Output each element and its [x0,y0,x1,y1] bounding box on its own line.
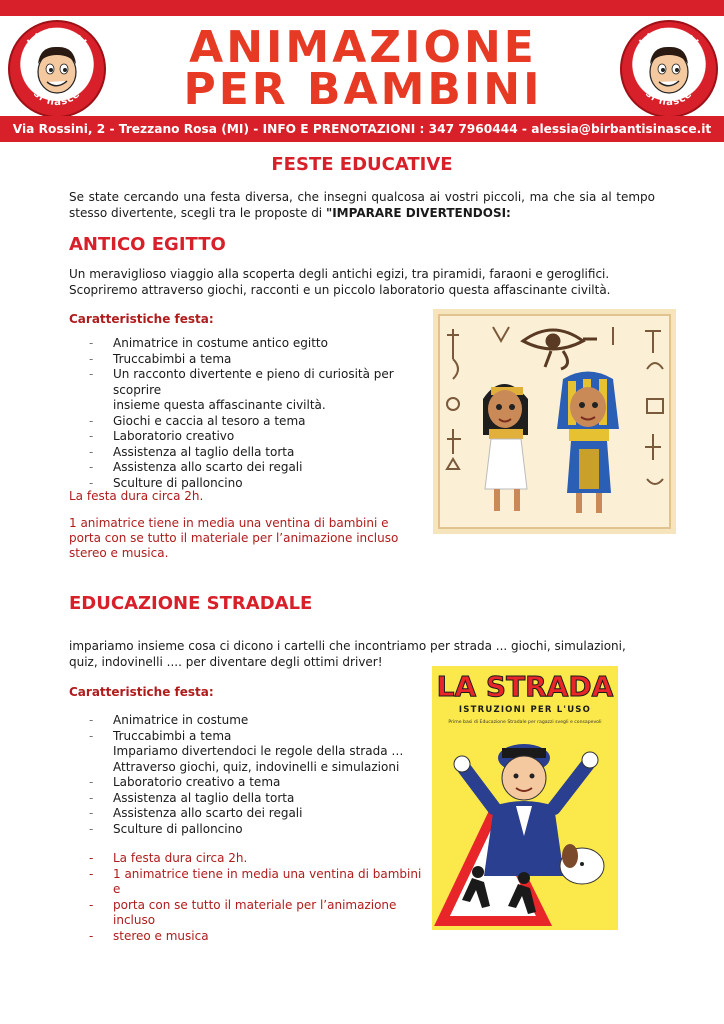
brand-title-line2: PER BAMBINI [183,64,543,115]
stradale-features-list [69,713,429,837]
list-item: - Laboratorio creativo [69,429,429,445]
road-safety-poster-icon [432,666,618,930]
birbanti-logo-right [620,20,718,118]
intro-paragraph [69,189,655,221]
list-item: - Animatrice in costume [69,713,429,729]
egitto-note-line2: porta con se tutto il materiale per l’animazione incluso [69,531,399,545]
list-item: - Laboratorio creativo a tema [69,775,429,791]
egypt-illustration [433,309,676,534]
la-strada-poster [432,666,618,930]
page-header [0,0,724,142]
list-item: - stereo e musica [69,929,429,945]
stradale-notes-list [69,851,429,944]
mascot-logo-icon [10,22,104,116]
stradale-features-label: Caratteristiche festa: [69,685,214,699]
svg-text:si nasce: si nasce [643,88,695,109]
list-item: - Assistenza allo scarto dei regali [69,806,429,822]
list-item: Attraverso giochi, quiz, indovinelli e simulazioni [113,759,400,774]
stradale-description: impariamo insieme cosa ci dicono i cartelli che incontriamo per strada ... giochi, simulazioni, quiz, indovinelli .... per diventare degli ottimi driver! [69,639,626,669]
svg-text:birbanti: birbanti [24,25,90,50]
poster-subtitle: ISTRUZIONI PER L'USO [458,705,592,715]
list-item: Impariamo divertendoci le regole della strada … [113,744,404,758]
egitto-features-label: Caratteristiche festa: [69,312,214,326]
list-item: - La festa dura circa 2h. [69,851,429,867]
egitto-description: Un meraviglioso viaggio alla scoperta degli antichi egizi, tra piramidi, faraoni e geroglifici. Scopriremo attraverso giochi, racconti e un piccolo laboratorio questa affascinante civiltà. [69,267,611,297]
egitto-duration: La festa dura circa 2h. [69,489,204,503]
section-title-educazione-stradale: EDUCAZIONE STRADALE [69,593,313,614]
list-item: - Assistenza allo scarto dei regali [69,460,429,476]
list-item: - Un racconto divertente e pieno di curiosità per scoprire [69,367,429,398]
brand-title-line1: ANIMAZIONE [189,22,537,73]
list-item: - 1 animatrice tiene in media una ventina di bambini e [69,867,429,898]
list-item: insieme questa affascinante civiltà. [113,398,326,412]
egitto-note-line1: 1 animatrice tiene in media una ventina di bambini e [69,516,389,530]
section-title-feste-educative: FESTE EDUCATIVE [271,154,453,175]
list-item: - Truccabimbi a tema [69,729,429,745]
list-item: - Truccabimbi a tema [69,352,429,368]
list-item: - Sculture di palloncino [69,822,429,838]
list-item: - Assistenza al taglio della torta [69,791,429,807]
poster-title: LA STRADA [436,670,614,703]
list-item: - Animatrice in costume antico egitto [69,336,429,352]
egitto-features-list [69,336,429,491]
svg-text:si nasce: si nasce [31,88,83,109]
list-item: - porta con se tutto il materiale per l’animazione incluso [69,898,429,929]
header-top-strip [0,0,724,16]
section-title-antico-egitto: ANTICO EGITTO [69,234,226,255]
egypt-kids-icon [433,309,676,534]
mascot-logo-icon [622,22,716,116]
poster-tagline: Prime basi di Educazione Stradale per ragazzi svegli e consapevoli [448,720,602,725]
list-item: - Giochi e caccia al tesoro a tema [69,414,429,430]
intro-text: Se state cercando una festa diversa, che insegni qualcosa ai vostri piccoli, ma che sia al tempo stesso divertente, scegli tra le proposte di [69,190,655,220]
contact-info-bar: Via Rossini, 2 - Trezzano Rosa (MI) - INFO E PRENOTAZIONI : 347 7960444 - alessia@birbantisinasce.it [0,116,724,142]
list-item: - Sculture di palloncino [69,476,429,492]
birbanti-logo-left [8,20,106,118]
intro-highlight: "IMPARARE DIVERTENDOSI: [325,206,511,220]
egitto-note-line3: stereo e musica. [69,546,169,560]
list-item: - Assistenza al taglio della torta [69,445,429,461]
svg-text:birbanti: birbanti [636,25,702,50]
